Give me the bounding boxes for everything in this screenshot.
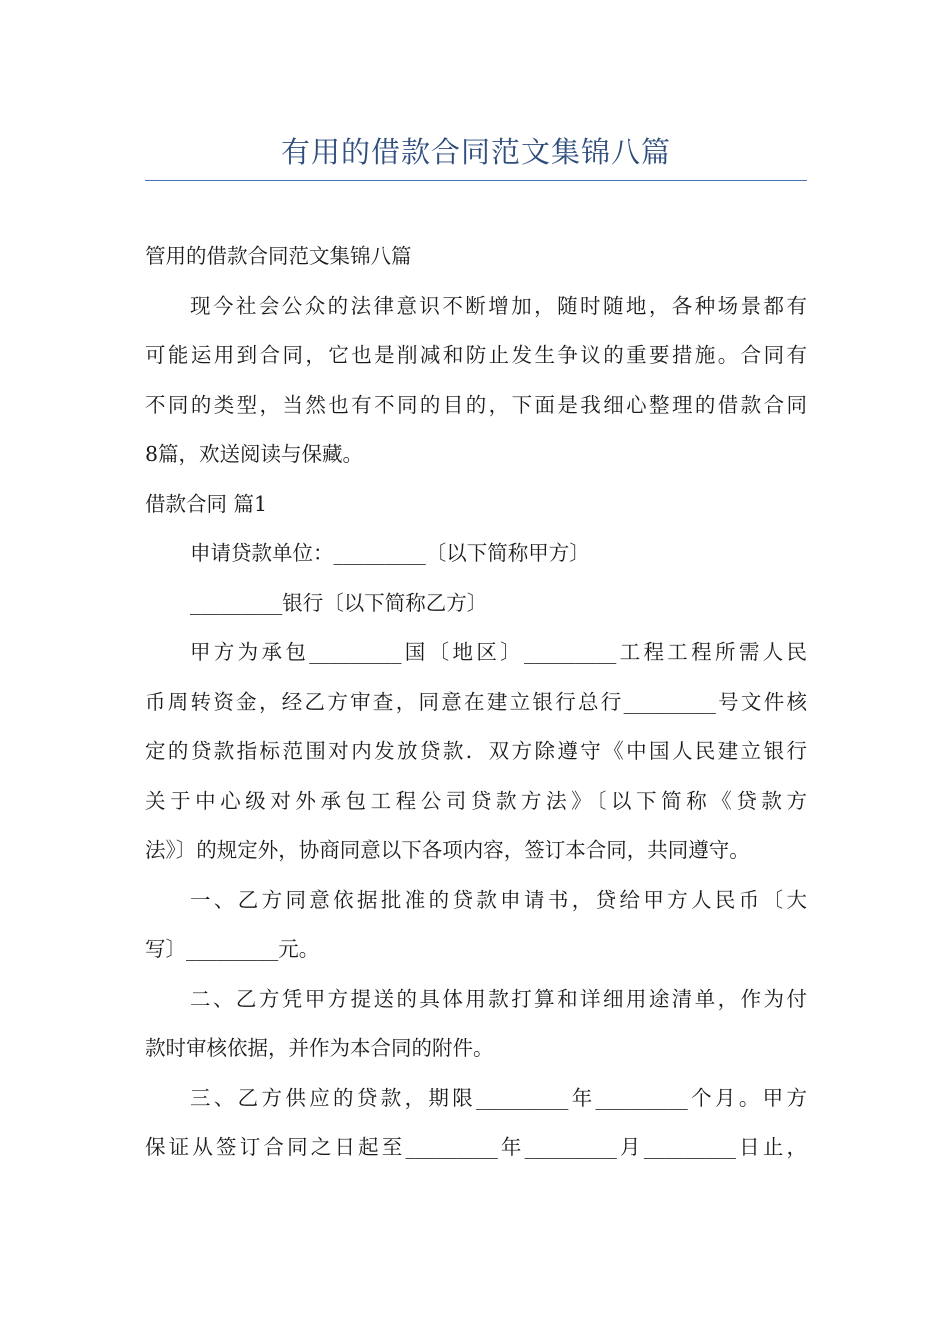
paragraph-line: 申请贷款单位：_________〔以下简称甲方〕 — [190, 541, 590, 565]
clause-line: 二、乙方凭甲方提送的具体用款打算和详细用途清单，作为付 — [190, 986, 807, 1011]
paragraph-line: 币周转资金，经乙方审查，同意在建立银行总行_________号文件核 — [145, 689, 807, 714]
title-underline — [145, 180, 807, 181]
clause-line: 三、乙方供应的贷款，期限_________年_________个月。甲方 — [190, 1085, 807, 1110]
paragraph-line: _________银行〔以下简称乙方〕 — [190, 590, 488, 615]
document-body — [145, 232, 807, 1173]
paragraph-line: 定的贷款指标范围对内发放贷款．双方除遵守《中国人民建立银行 — [145, 739, 807, 763]
paragraph-line: 8篇，欢送阅读与保藏。 — [145, 442, 364, 466]
section-heading: 借款合同 篇1 — [145, 491, 268, 516]
clause-line: 一、乙方同意依据批准的贷款申请书，贷给甲方人民币〔大 — [190, 887, 807, 912]
paragraph-line: 不同的类型，当然也有不同的目的，下面是我细心整理的借款合同 — [145, 392, 807, 417]
document-title: 有用的借款合同范文集锦八篇 — [280, 135, 671, 169]
subtitle-line: 管用的借款合同范文集锦八篇 — [145, 244, 412, 268]
clause-line: 保证从签订合同之日起至_________年_________月_________日止， — [145, 1135, 807, 1159]
paragraph-line: 法》〕的规定外，协商同意以下各项内容，签订本合同，共同遵守。 — [145, 838, 750, 862]
paragraph-line: 甲方为承包_________国〔地区〕_________工程工程所需人民 — [190, 640, 807, 664]
paragraph-line: 可能运用到合同，它也是削减和防止发生争议的重要措施。合同有 — [145, 343, 807, 367]
paragraph-line: 现今社会公众的法律意识不断增加，随时随地，各种场景都有 — [190, 293, 807, 318]
paragraph-line: 关于中心级对外承包工程公司贷款方法》〔以下简称《贷款方 — [145, 788, 807, 813]
clause-line: 写〕_________元。 — [145, 937, 320, 961]
clause-line: 款时审核依据，并作为本合同的附件。 — [145, 1036, 494, 1060]
